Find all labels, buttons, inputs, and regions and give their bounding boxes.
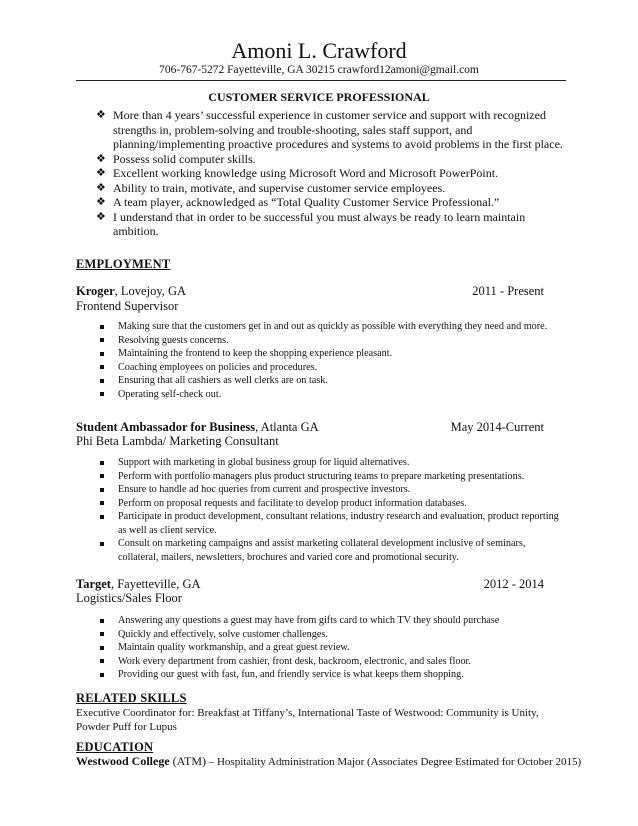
job-header xyxy=(76,420,544,435)
duty-item: Providing our guest with fast, fun, and friendly service is what keeps them shopping. xyxy=(100,668,565,682)
job-title: Frontend Supervisor xyxy=(76,299,179,313)
summary-item: ❖ I understand that in order to be successful you must always be ready to learn maintain ambition. xyxy=(96,209,526,238)
job-header xyxy=(76,577,544,592)
contact-line: 706-767-5272 Fayetteville, GA 30215 crawford12amoni@gmail.com xyxy=(159,64,479,76)
job-dates: 2012 - 2014 xyxy=(483,577,544,591)
diamond-bullet-icon: ❖ xyxy=(96,196,106,208)
duty-item: Ensuring that all cashiers as well clerks are on task. xyxy=(100,374,565,388)
duty-item: Coaching employees on policies and procedures. xyxy=(100,361,565,375)
square-bullet-icon xyxy=(100,515,104,519)
duty-item: Perform on proposal requests and facilitate to develop product information databases. xyxy=(100,497,565,511)
square-bullet-icon xyxy=(100,659,104,663)
job-location: , Atlanta GA xyxy=(255,420,319,434)
square-bullet-icon xyxy=(100,365,104,369)
company-name: Student Ambassador for Business xyxy=(76,420,256,434)
square-bullet-icon xyxy=(100,619,104,623)
diamond-bullet-icon: ❖ xyxy=(96,181,106,194)
square-bullet-icon xyxy=(100,325,104,329)
summary-item: ❖ Excellent working knowledge using Microsoft Word and Microsoft PowerPoint. xyxy=(96,166,499,180)
job-dates: May 2014-Current xyxy=(450,420,544,434)
duties-list xyxy=(100,456,565,564)
school-name: Westwood College xyxy=(76,754,170,768)
job-location: , Fayetteville, GA xyxy=(110,577,201,591)
square-bullet-icon xyxy=(100,488,104,492)
related-skills-heading: RELATED SKILLS xyxy=(76,691,187,705)
education-heading: EDUCATION xyxy=(76,740,154,754)
summary-item: ❖ Possess solid computer skills. xyxy=(96,151,256,166)
summary-item: ❖ Ability to train, motivate, and supervise customer service employees. xyxy=(96,180,446,195)
job-dates: 2011 - Present xyxy=(472,284,544,298)
square-bullet-icon xyxy=(100,646,104,650)
duty-item: Perform with portfolio managers plus product structuring teams to prepare marketing presentations. xyxy=(100,470,565,484)
job-title: Phi Beta Lambda/ Marketing Consultant xyxy=(76,434,279,448)
company-name: Target xyxy=(76,577,111,591)
header-divider xyxy=(76,80,566,81)
square-bullet-icon xyxy=(100,461,104,465)
diamond-bullet-icon: ❖ xyxy=(96,109,106,121)
duty-item: Support with marketing in global business group for liquid alternatives. xyxy=(100,456,565,470)
education-entry xyxy=(76,754,582,769)
duty-item: Consult on marketing campaigns and assist marketing collateral development inclusive of seminars, collateral, mailers, newsletters, brochures and varied core and promotional security. xyxy=(100,537,565,564)
job-header xyxy=(76,284,544,299)
duties-list xyxy=(100,320,565,401)
job-title: Logistics/Sales Floor xyxy=(76,591,182,605)
square-bullet-icon xyxy=(100,392,104,396)
duty-item: Operating self-check out. xyxy=(100,388,565,402)
job-location: , Lovejoy, GA xyxy=(114,284,187,298)
diamond-bullet-icon: ❖ xyxy=(96,167,106,179)
diamond-bullet-icon: ❖ xyxy=(96,210,106,223)
school-abbr: (ATM) xyxy=(169,754,206,768)
square-bullet-icon xyxy=(100,379,104,383)
square-bullet-icon xyxy=(100,673,104,677)
duty-item: Maintaining the frontend to keep the shopping experience pleasant. xyxy=(100,347,565,361)
duties-list xyxy=(100,614,565,682)
duty-item: Work every department from cashier, front desk, backroom, electronic, and sales floor. xyxy=(100,655,565,669)
summary-item: ❖ A team player, acknowledged as “Total Quality Customer Service Professional.” xyxy=(96,195,500,209)
square-bullet-icon xyxy=(100,474,104,478)
square-bullet-icon xyxy=(100,542,104,546)
square-bullet-icon xyxy=(100,352,104,356)
duty-item: Answering any questions a guest may have from gifts card to which TV they should purchase xyxy=(100,614,565,628)
duty-item: Participate in product development, consultant relations, industry research and evaluation, product reporting as well as client service. xyxy=(100,510,565,537)
square-bullet-icon xyxy=(100,338,104,342)
objective-title: CUSTOMER SERVICE PROFESSIONAL xyxy=(208,90,430,104)
employment-heading: EMPLOYMENT xyxy=(76,257,171,271)
duty-item: Making sure that the customers get in and out as quickly as possible with everything they need and more. xyxy=(100,320,565,334)
square-bullet-icon xyxy=(100,632,104,636)
education-detail: – Hospitality Administration Major (Associates Degree Estimated for October 2015) xyxy=(205,756,582,768)
related-skills-text: Executive Coordinator for: Breakfast at Tiffany’s, International Taste of Westwood: Community is Unity, Powder Puff for Lupus xyxy=(76,707,539,733)
summary-item: ❖ More than 4 years’ successful experience in customer service and support with recognized strengths in, problem-solving and trouble-shooting, sales staff support, and planning/implementing proactive procedures and systems to avoid problems in the first place. xyxy=(96,108,563,151)
company-name: Kroger xyxy=(76,284,115,298)
duty-item: Resolving guests concerns. xyxy=(100,334,565,348)
summary-list xyxy=(96,108,566,239)
candidate-name: Amoni L. Crawford xyxy=(231,38,407,63)
duty-item: Ensure to handle ad hoc queries from current and prospective investors. xyxy=(100,483,565,497)
diamond-bullet-icon: ❖ xyxy=(96,152,106,165)
duty-item: Maintain quality workmanship, and a great guest review. xyxy=(100,641,565,655)
duty-item: Quickly and effectively, solve customer challenges. xyxy=(100,628,565,642)
square-bullet-icon xyxy=(100,501,104,505)
